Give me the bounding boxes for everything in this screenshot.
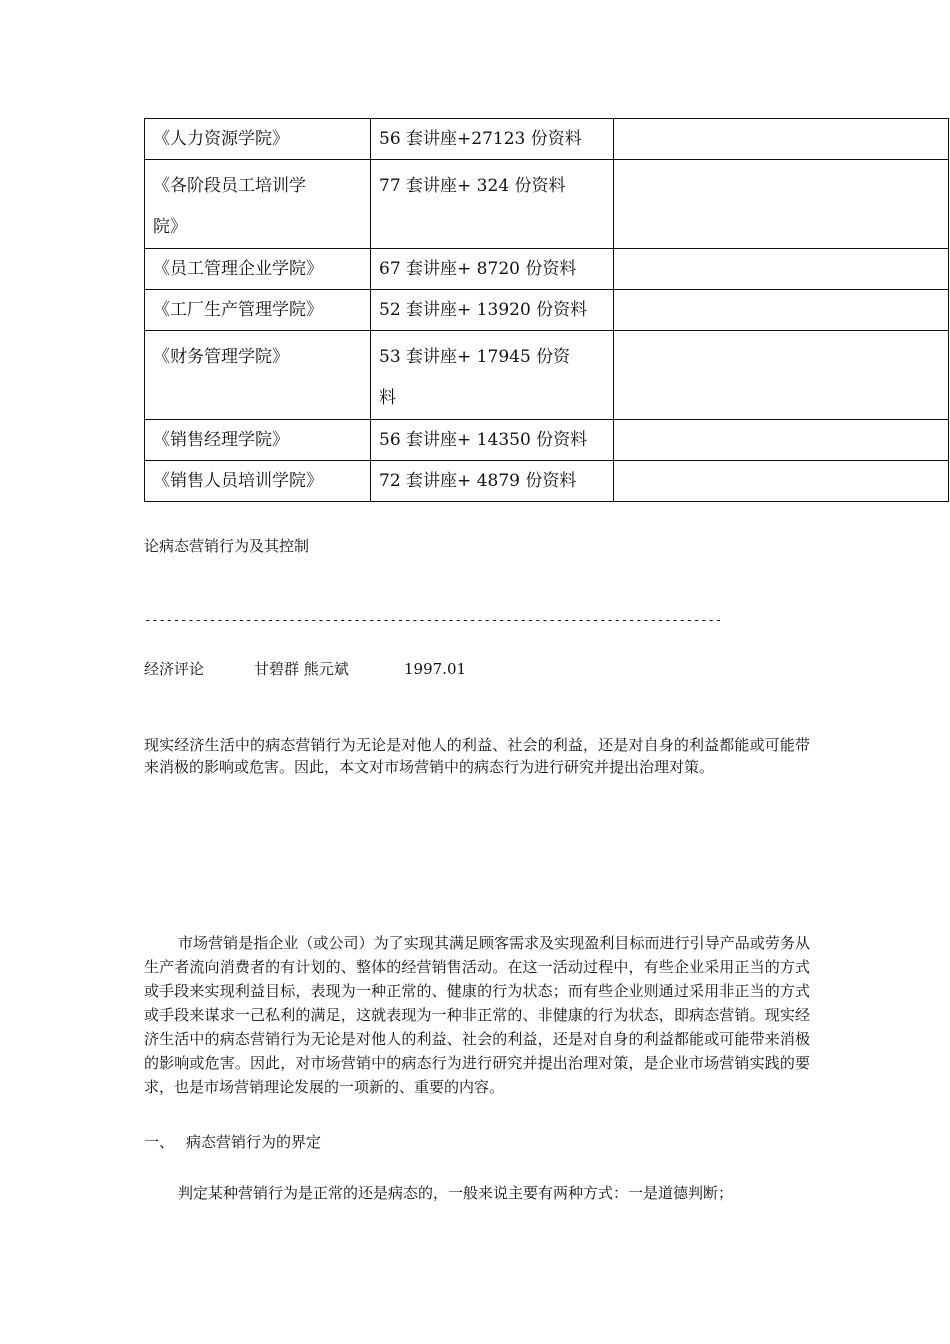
content-cell: 56 套讲座+27123 份资料 bbox=[371, 119, 614, 160]
publish-date: 1997.01 bbox=[404, 660, 467, 678]
college-cell bbox=[145, 160, 371, 249]
college-cell: 《人力资源学院》 bbox=[145, 119, 371, 160]
source: 经济评论 bbox=[144, 660, 205, 678]
table-row bbox=[145, 290, 949, 331]
note-cell bbox=[614, 290, 949, 331]
abstract-paragraph: 现实经济生活中的病态营销行为无论是对他人的利益、社会的利益，还是对自身的利益都能或可能带来消极的影响或危害。因此，本文对市场营销中的病态行为进行研究并提出治理对策。 bbox=[144, 736, 810, 776]
college-line: 《各阶段员工培训学 bbox=[153, 176, 306, 196]
note-cell bbox=[614, 461, 949, 502]
dashed-divider: -------------------------------------------------------------------------------- bbox=[144, 613, 722, 627]
catalog-table bbox=[144, 118, 949, 502]
content-cell: 72 套讲座+ 4879 份资料 bbox=[371, 461, 614, 502]
content-line: 53 套讲座+ 17945 份资 bbox=[379, 347, 571, 367]
note-cell bbox=[614, 160, 949, 249]
section-heading bbox=[144, 1131, 321, 1153]
content-cell bbox=[371, 331, 614, 420]
college-cell: 《销售经理学院》 bbox=[145, 420, 371, 461]
college-line: 院》 bbox=[153, 217, 187, 237]
section-title: 病态营销行为的界定 bbox=[186, 1133, 322, 1151]
note-cell bbox=[614, 249, 949, 290]
note-cell bbox=[614, 331, 949, 420]
article-title: 论病态营销行为及其控制 bbox=[144, 537, 310, 555]
table-row bbox=[145, 420, 949, 461]
table-row bbox=[145, 331, 949, 420]
note-cell bbox=[614, 420, 949, 461]
authors: 甘碧群 熊元斌 bbox=[254, 660, 349, 678]
content-cell: 77 套讲座+ 324 份资料 bbox=[371, 160, 614, 249]
body-paragraph: 市场营销是指企业（或公司）为了实现其满足顾客需求及实现盈利目标而进行引导产品或劳务从生产者流向消费者的有计划的、整体的经营销售活动。在这一活动过程中，有些企业采用正当的方式或手段来实现利益目标，表现为一种正常的、健康的行为状态；而有些企业则通过采用非正当的方式或手段来谋求一己私利的满足，这就表现为一种非正常的、非健康的行为状态，即病态营销。现实经济生活中的病态营销行为无论是对他人的利益、社会的利益，还是对自身的利益都能或可能带来消极的影响或危害。因此，对市场营销中的病态行为进行研究并提出治理对策，是企业市场营销实践的要求，也是市场营销理论发展的一项新的、重要的内容。 bbox=[144, 934, 810, 1096]
content-line: 料 bbox=[379, 388, 396, 408]
college-cell: 《销售人员培训学院》 bbox=[145, 461, 371, 502]
table-row bbox=[145, 249, 949, 290]
note-cell bbox=[614, 119, 949, 160]
table-row bbox=[145, 461, 949, 502]
content-cell: 67 套讲座+ 8720 份资料 bbox=[371, 249, 614, 290]
content-cell: 52 套讲座+ 13920 份资料 bbox=[371, 290, 614, 331]
section-number: 一、 bbox=[144, 1133, 175, 1151]
college-cell: 《财务管理学院》 bbox=[145, 331, 371, 420]
byline bbox=[144, 658, 466, 680]
college-cell: 《工厂生产管理学院》 bbox=[145, 290, 371, 331]
college-cell: 《员工管理企业学院》 bbox=[145, 249, 371, 290]
table-row bbox=[145, 160, 949, 249]
content-cell: 56 套讲座+ 14350 份资料 bbox=[371, 420, 614, 461]
body-paragraph: 判定某种营销行为是正常的还是病态的，一般来说主要有两种方式：一是道德判断； bbox=[178, 1184, 734, 1202]
table-row bbox=[145, 119, 949, 160]
